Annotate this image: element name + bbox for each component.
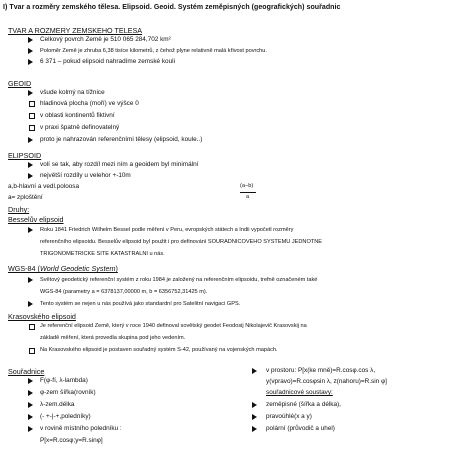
geoid-item: v oblasti kontinentů fiktivní [40, 112, 115, 119]
section-heading-wgs84 [8, 265, 118, 272]
souradnice-item: F(φ-fí, λ-lambda) [40, 377, 88, 384]
arrow-bullet-icon [28, 48, 33, 54]
souradnice-item: (- +-|-+,poledníky) [40, 413, 91, 420]
elipsoid-item: volí se tak, aby rozdíl mezi ním a geoidem byl minimální [40, 161, 199, 168]
tvar-item: 6 371 – pokud elipsoid nahradíme zemské kouli [40, 58, 175, 65]
section-heading-geoid: GEOID [8, 79, 32, 88]
souradnice-item: φ-zem šířka(rovník) [40, 389, 96, 396]
wgs-heading-suffix: ) [115, 264, 118, 273]
druhy-label: Druhy: [8, 205, 30, 214]
soustavy-item: polární (průvodič a uhel) [266, 425, 335, 432]
wgs-text: Tento systém se nejen u nás používá jako standardní pro Satelitní navigaci GPS. [40, 301, 241, 307]
section-heading-elipsoid: ELIPSOID [8, 151, 42, 160]
souradnice-item: λ-zem.délka [40, 401, 75, 408]
arrow-bullet-icon [28, 414, 33, 420]
tvar-item: Poloměr Země je zhruba 6,38 tisíce kilometrů, z čehož plyne relativně malá křivost povrchu. [40, 48, 267, 54]
arrow-bullet-icon [252, 426, 257, 432]
krasovsky-text: Je referenční elipsoid Země, který v roce 1940 definoval sovětský geodet Feodosij Nikolajevič Krasovskij na [40, 323, 307, 329]
arrow-bullet-icon [28, 390, 33, 396]
souradnice-item: v rovině místního poledníku : [40, 425, 122, 432]
arrow-bullet-icon [28, 426, 33, 432]
tvar-item: Celkový povrch Země je 510 065 284,702 km² [40, 36, 171, 43]
arrow-bullet-icon [28, 162, 33, 168]
wgs-heading-italic: World Geodetic System [39, 264, 116, 273]
soustavy-item: zeměpisné (šířka a délka), [266, 401, 341, 408]
souradnice-formula: P[x=R.cosφ;y=R.sinφ] [40, 437, 103, 444]
arrow-bullet-icon [28, 301, 33, 307]
checkbox-bullet-icon [29, 101, 35, 107]
checkbox-bullet-icon [29, 113, 35, 119]
arrow-bullet-icon [28, 402, 33, 408]
elipsoid-item: největší rozdíly u velehor +-10m [40, 172, 131, 179]
fraction-bar [240, 192, 256, 193]
arrow-bullet-icon [28, 227, 33, 233]
bessel-text: TRIGONOMETRICKE SITE KATASTRALNI u nás. [40, 251, 165, 257]
arrow-bullet-icon [28, 173, 33, 179]
krasovsky-text: základě měření, která provedla skupina pod jeho vedením. [40, 335, 186, 341]
elipsoid-line: a,b-hlavní a vedl.poloosa [8, 183, 80, 190]
arrow-bullet-icon [28, 59, 33, 65]
prostor-formula: y(vpravo)=R.cosφsin λ, z(nahoru)=R.sin φ] [266, 378, 387, 385]
bessel-text: Roku 1841 Friedrich Wilhelm Bessel podle měření v Peru, evropských státech a Indii vypočetl rozměry [40, 227, 294, 233]
wgs-heading-prefix: WGS-84 ( [8, 264, 40, 273]
arrow-bullet-icon [252, 402, 257, 408]
arrow-bullet-icon [28, 37, 33, 43]
checkbox-bullet-icon [29, 348, 35, 354]
geoid-item: v praxi špatně definovatelný [40, 124, 120, 131]
soustavy-item: pravoúhlé(x a y) [266, 413, 312, 420]
arrow-bullet-icon [28, 90, 33, 96]
section-heading-bessel: Besselův elipsoid [8, 215, 64, 224]
geoid-item: hladinová plocha (moří) ve výšce 0 [40, 100, 139, 107]
arrow-bullet-icon [252, 368, 257, 374]
checkbox-bullet-icon [29, 324, 35, 330]
prostor-formula: v prostoru: P[x(ke mně)=R.cosφ.cos λ, [266, 367, 376, 374]
flattening-formula-numerator: (a−b) [240, 183, 254, 189]
page-title: I) Tvar a rozměry zemského tělesa. Elipsoid. Geoid. Systém zeměpisných (geografických) souřadnic [3, 4, 341, 11]
geoid-item: proto je nahrazován referenčními tělesy (elipsoid, koule..) [40, 136, 203, 143]
elipsoid-line: a= zploštění [8, 194, 43, 201]
checkbox-bullet-icon [29, 125, 35, 131]
geoid-item: všude kolmý na tížnice [40, 89, 105, 96]
arrow-bullet-icon [28, 378, 33, 384]
section-heading-tvar: TVAR A ROZMERY ZEMSKEHO TELESA [8, 26, 143, 35]
wgs-text: Světový geodetický referenční systém z roku 1984 je založený na referenčním elipsoidu, trefně označeném také [40, 277, 318, 283]
arrow-bullet-icon [28, 277, 33, 283]
flattening-formula-denominator: a [246, 194, 250, 200]
soustavy-heading: souřadnicové soustavy: [266, 389, 333, 396]
wgs-text: WGS-84 (parametry a = 6378137,00000 m, b = 6356752,31425 m). [40, 289, 208, 295]
arrow-bullet-icon [252, 414, 257, 420]
bessel-text: referenčního elipsoidu. Besselův elipsoid byl použit i pro definování SOURADNICOVEHO SYSTEMU JEDNOTNE [40, 239, 322, 245]
krasovsky-text: Na Krasovského elipsoid je postaven souřadný systém S-42, používaný na vojenských mapách. [40, 347, 278, 353]
section-heading-krasovsky: Krasovského elipsoid [8, 312, 76, 321]
section-heading-souradnice: Souřadnice [8, 367, 45, 376]
arrow-bullet-icon [28, 137, 33, 143]
